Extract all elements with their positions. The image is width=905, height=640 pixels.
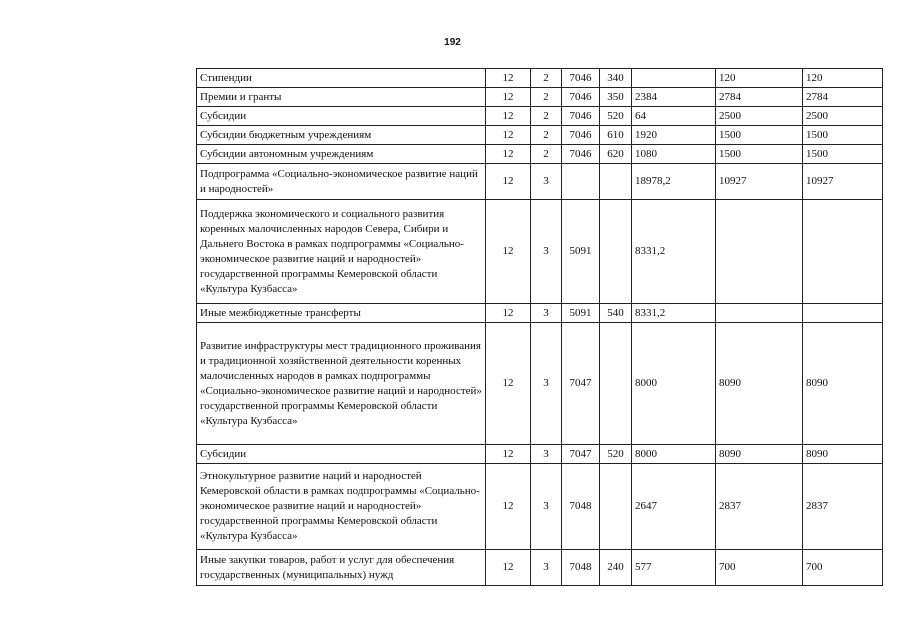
amount-3: 1500 [803, 145, 883, 164]
amount-1: 8000 [632, 445, 716, 464]
target-code: 7046 [562, 88, 600, 107]
row-name: Подпрограмма «Социально-экономическое развитие наций и народностей» [197, 164, 486, 200]
row-name: Субсидии автономным учреждениям [197, 145, 486, 164]
subsection-code: 3 [531, 464, 562, 550]
amount-1 [632, 69, 716, 88]
section-code: 12 [486, 69, 531, 88]
amount-2: 120 [716, 69, 803, 88]
kind-code [600, 464, 632, 550]
kind-code [600, 323, 632, 445]
kind-code: 520 [600, 445, 632, 464]
row-name: Поддержка экономического и социального развития коренных малочисленных народов Севера, Сибири и Дальнего Востока в рамках подпрограммы «Социально-экономическое развитие наций и народностей» государственной программы Кемеровской области «Культура Кузбасса» [197, 200, 486, 304]
target-code [562, 164, 600, 200]
amount-3: 120 [803, 69, 883, 88]
subsection-code: 2 [531, 88, 562, 107]
kind-code: 340 [600, 69, 632, 88]
amount-2: 2837 [716, 464, 803, 550]
amount-1: 1080 [632, 145, 716, 164]
row-name: Субсидии [197, 107, 486, 126]
subsection-code: 3 [531, 304, 562, 323]
page-number: 192 [444, 37, 461, 48]
amount-1: 2647 [632, 464, 716, 550]
subsection-code: 3 [531, 164, 562, 200]
subsection-code: 2 [531, 126, 562, 145]
section-code: 12 [486, 323, 531, 445]
kind-code [600, 200, 632, 304]
subsection-code: 2 [531, 107, 562, 126]
row-name: Стипендии [197, 69, 486, 88]
amount-2: 8090 [716, 445, 803, 464]
row-name: Развитие инфраструктуры мест традиционного проживания и традиционной хозяйственной деятельности коренных малочисленных народов в рамках подпрограммы «Социально-экономическое развитие наций и народностей» государственной программы Кемеровской области «Культура Кузбасса» [197, 323, 486, 445]
kind-code: 520 [600, 107, 632, 126]
amount-1: 8331,2 [632, 200, 716, 304]
subsection-code: 3 [531, 200, 562, 304]
section-code: 12 [486, 550, 531, 586]
table-row [197, 550, 883, 586]
amount-1: 8000 [632, 323, 716, 445]
target-code: 5091 [562, 200, 600, 304]
kind-code: 610 [600, 126, 632, 145]
amount-2: 10927 [716, 164, 803, 200]
table-row [197, 69, 883, 88]
amount-3: 10927 [803, 164, 883, 200]
table-row [197, 88, 883, 107]
amount-3 [803, 200, 883, 304]
kind-code: 240 [600, 550, 632, 586]
kind-code [600, 164, 632, 200]
table-row [197, 107, 883, 126]
target-code: 7046 [562, 126, 600, 145]
table-row [197, 304, 883, 323]
section-code: 12 [486, 200, 531, 304]
section-code: 12 [486, 164, 531, 200]
row-name: Иные закупки товаров, работ и услуг для обеспечения государственных (муниципальных) нужд [197, 550, 486, 586]
amount-3: 700 [803, 550, 883, 586]
target-code: 7048 [562, 550, 600, 586]
amount-3: 2500 [803, 107, 883, 126]
subsection-code: 2 [531, 69, 562, 88]
kind-code: 350 [600, 88, 632, 107]
section-code: 12 [486, 445, 531, 464]
section-code: 12 [486, 304, 531, 323]
amount-1: 2384 [632, 88, 716, 107]
table-row [197, 126, 883, 145]
target-code: 7046 [562, 107, 600, 126]
row-name: Субсидии бюджетным учреждениям [197, 126, 486, 145]
amount-1: 1920 [632, 126, 716, 145]
kind-code: 620 [600, 145, 632, 164]
budget-table [196, 68, 883, 586]
subsection-code: 2 [531, 145, 562, 164]
amount-1: 8331,2 [632, 304, 716, 323]
row-name: Субсидии [197, 445, 486, 464]
amount-2: 8090 [716, 323, 803, 445]
table-row [197, 464, 883, 550]
amount-1: 64 [632, 107, 716, 126]
section-code: 12 [486, 126, 531, 145]
target-code: 5091 [562, 304, 600, 323]
amount-1: 577 [632, 550, 716, 586]
amount-2: 1500 [716, 145, 803, 164]
table-row [197, 200, 883, 304]
target-code: 7048 [562, 464, 600, 550]
table-row [197, 164, 883, 200]
amount-3: 2837 [803, 464, 883, 550]
amount-2: 1500 [716, 126, 803, 145]
amount-1: 18978,2 [632, 164, 716, 200]
row-name: Этнокультурное развитие наций и народностей Кемеровской области в рамках подпрограммы «Социально-экономическое развитие наций и народностей» государственной программы Кемеровской области «Культура Кузбасса» [197, 464, 486, 550]
amount-3: 1500 [803, 126, 883, 145]
target-code: 7046 [562, 145, 600, 164]
target-code: 7047 [562, 323, 600, 445]
subsection-code: 3 [531, 323, 562, 445]
target-code: 7046 [562, 69, 600, 88]
subsection-code: 3 [531, 550, 562, 586]
row-name: Иные межбюджетные трансферты [197, 304, 486, 323]
amount-3: 8090 [803, 445, 883, 464]
section-code: 12 [486, 88, 531, 107]
amount-2 [716, 200, 803, 304]
section-code: 12 [486, 464, 531, 550]
amount-3: 8090 [803, 323, 883, 445]
amount-2: 2784 [716, 88, 803, 107]
amount-2: 700 [716, 550, 803, 586]
target-code: 7047 [562, 445, 600, 464]
kind-code: 540 [600, 304, 632, 323]
section-code: 12 [486, 107, 531, 126]
row-name: Премии и гранты [197, 88, 486, 107]
amount-2 [716, 304, 803, 323]
section-code: 12 [486, 145, 531, 164]
table-row [197, 145, 883, 164]
table-row [197, 445, 883, 464]
subsection-code: 3 [531, 445, 562, 464]
table-row [197, 323, 883, 445]
amount-3: 2784 [803, 88, 883, 107]
amount-2: 2500 [716, 107, 803, 126]
amount-3 [803, 304, 883, 323]
